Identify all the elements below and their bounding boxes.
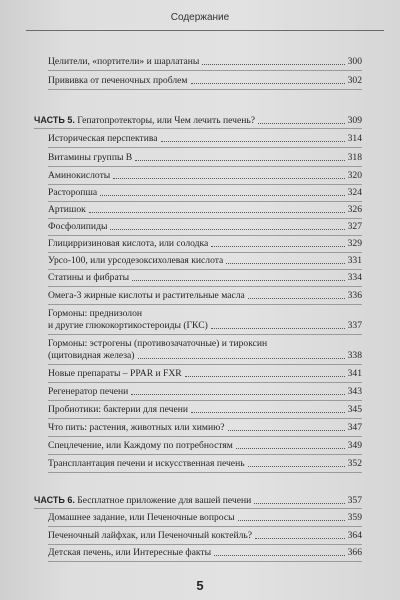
dot-leader [228,430,345,431]
entry-page: 326 [347,204,362,215]
toc-entry [48,290,362,302]
part-label: ЧАСТЬ 6. [34,495,75,505]
entry-title: Спецлечение, или Каждому по потребностям [48,440,233,451]
entry-rule [48,166,362,167]
toc-part-entry [34,114,362,127]
entry-title: Фосфолипиды [48,221,108,232]
entry-title: (щитовидная железа) [48,350,135,361]
entry-title: Прививка от печеночных проблем [48,75,188,86]
entry-rule [48,454,362,455]
entry-page: 320 [347,170,362,181]
dot-leader [238,520,345,521]
dot-leader [211,328,345,329]
entry-title: Глицирризиновая кислота, или солодка [48,238,209,249]
entry-rule [48,436,362,437]
dot-leader [113,178,344,179]
entry-title: Новые препараты – PPAR и FXR [48,368,182,379]
entry-rule [48,418,362,419]
toc-entry [48,404,362,416]
entry-page: 338 [347,350,362,361]
toc-entry [48,221,362,233]
entry-page: 300 [347,56,362,67]
toc-entry [48,512,362,524]
dot-leader [191,412,345,413]
toc-entry [48,204,362,216]
entry-rule [48,382,362,383]
toc-entry [48,547,362,559]
entry-page: 302 [347,75,362,86]
entry-page: 357 [347,495,362,506]
entry-title: Артишок [48,204,86,215]
entry-rule [48,334,362,335]
entry-rule [48,400,362,401]
toc-entry [48,368,362,380]
entry-title: Аминокислоты [48,170,111,181]
toc-entry [48,170,362,182]
entry-rule [48,89,362,90]
entry-title: Урсо-100, или урсодезоксихолевая кислота [48,255,224,266]
toc-entry [48,255,362,267]
dot-leader [258,123,345,124]
entry-title: Витамины группы B [48,152,133,163]
entry-page: 337 [347,320,362,331]
entry-rule [48,561,362,562]
entry-rule [34,128,362,129]
toc-entry [48,308,362,332]
toc-entry [48,422,362,434]
entry-title: Домашнее задание, или Печеночные вопросы [48,512,235,523]
toc-entry [48,56,362,68]
entry-page: 331 [347,255,362,266]
entry-title: Что пить: растения, животных или химию? [48,422,225,433]
entry-page: 359 [347,512,362,523]
entry-title: Историческая перспектива [48,133,158,144]
entry-page: 341 [347,368,362,379]
toc-part-entry [34,494,362,507]
entry-rule [48,269,362,270]
running-header: Содержание [170,12,230,23]
entry-page: 349 [347,440,362,451]
entry-rule [34,508,362,509]
entry-title: Пробиотики: бактерии для печени [48,404,188,415]
dot-leader [161,141,345,142]
entry-title: Омега-3 жирные кислоты и растительные масла [48,290,245,301]
dot-leader [202,64,344,65]
dot-leader [248,298,345,299]
entry-rule [48,364,362,365]
dot-leader [135,160,344,161]
dot-leader [214,555,345,556]
entry-page: 364 [347,530,362,541]
dot-leader [254,503,344,504]
entry-rule [48,70,362,71]
entry-rule [48,147,362,148]
dot-leader [100,195,345,196]
entry-page: 343 [347,386,362,397]
entry-title: Печеночный лайфхак, или Печеночный коктейль? [48,530,253,541]
toc-entry [48,272,362,284]
dot-leader [185,376,345,377]
dot-leader [110,229,344,230]
entry-rule [48,252,362,253]
entry-rule [48,201,362,202]
dot-leader [211,246,344,247]
entry-title: Детская печень, или Интересные факты [48,547,212,558]
entry-rule [48,286,362,287]
entry-title-line1: Гормоны: эстрогены (противозачаточные) и тироксин [48,338,268,349]
toc-entry [48,458,362,470]
page-number: 5 [196,578,204,593]
toc-entry [48,187,362,199]
entry-page: 345 [347,404,362,415]
entry-title: Трансплантация печени и искусственная печень [48,458,245,469]
entry-page: 318 [347,152,362,163]
dot-leader [226,263,344,264]
entry-rule [48,304,362,305]
part-label: ЧАСТЬ 5. [34,115,75,125]
entry-title: Целители, «портители» и шарлатаны [48,56,200,67]
entry-page: 336 [347,290,362,301]
dot-leader [248,466,345,467]
entry-rule [48,526,362,527]
toc-entry [48,133,362,145]
toc-entry [48,338,362,362]
entry-title: Регенератор печени [48,386,129,397]
entry-page: 352 [347,458,362,469]
entry-page: 329 [347,238,362,249]
entry-rule [48,218,362,219]
dot-leader [236,448,345,449]
entry-rule [48,472,362,473]
entry-title: Расторопша [48,187,98,198]
entry-page: 327 [347,221,362,232]
toc-entry [48,152,362,164]
entry-title: Гепатопротекторы, или Чем лечить печень? [77,115,255,126]
dot-leader [131,394,344,395]
entry-page: 324 [347,187,362,198]
entry-rule [48,235,362,236]
toc-entry [48,386,362,398]
toc-entry [48,75,362,87]
dot-leader [191,83,345,84]
toc-entry [48,530,362,542]
entry-title: Статины и фибраты [48,272,130,283]
entry-title: Бесплатное приложение для вашей печени [77,495,252,506]
entry-page: 366 [347,547,362,558]
toc-entry [48,440,362,452]
dot-leader [89,212,345,213]
toc-entry [48,238,362,250]
entry-page: 334 [347,272,362,283]
entry-page: 309 [347,115,362,126]
entry-page: 314 [347,133,362,144]
dot-leader [132,280,345,281]
entry-rule [48,544,362,545]
entry-title-line1: Гормоны: преднизолон [48,308,142,319]
dot-leader [138,358,345,359]
entry-title: и другие глюкокортикостероиды (ГКС) [48,320,208,331]
entry-page: 347 [347,422,362,433]
entry-rule [48,184,362,185]
dot-leader [255,538,345,539]
